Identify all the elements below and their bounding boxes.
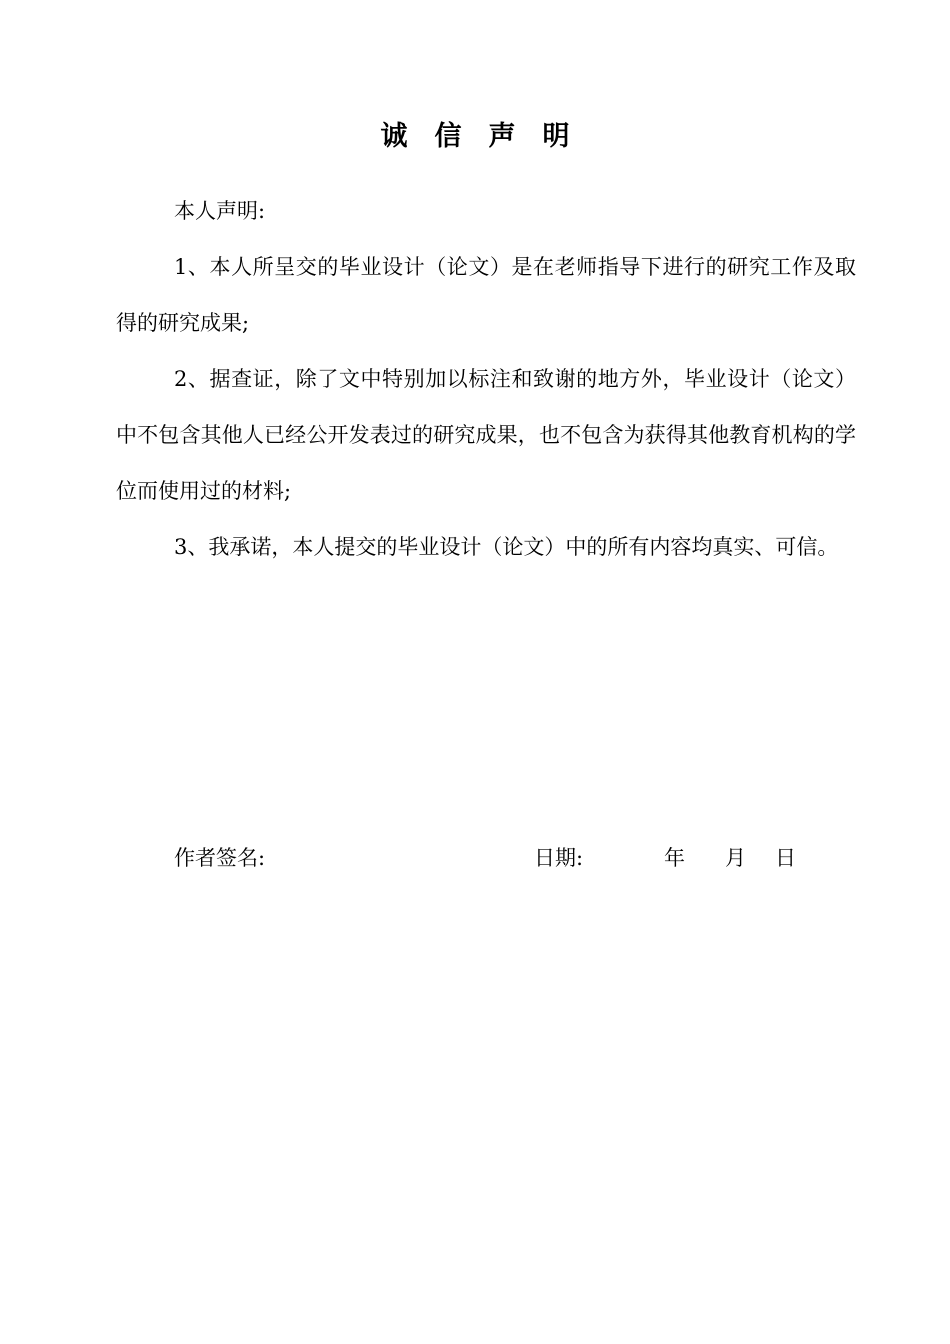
date-day-label: 日 <box>775 846 796 870</box>
signature-row <box>174 830 814 886</box>
declaration-intro <box>116 183 856 239</box>
clause-2: 2、据查证，除了文中特别加以标注和致谢的地方外，毕业设计（论文）中不包含其他人已经公开发表过的研究成果，也不包含为获得其他教育机构的学位而使用过的材料; <box>116 367 856 503</box>
date-label: 日期: <box>534 846 584 870</box>
clause-3: 3、我承诺，本人提交的毕业设计（论文）中的所有内容均真实、可信。 <box>174 535 839 559</box>
date-year-label: 年 <box>664 846 685 870</box>
page-title: 诚信声明 <box>380 121 597 152</box>
intro-paragraph: 本人声明: <box>174 199 266 223</box>
declaration-clauses <box>116 239 856 575</box>
author-signature-field[interactable] <box>284 844 524 872</box>
date-month-label: 月 <box>725 846 746 870</box>
clause-1: 1、本人所呈交的毕业设计（论文）是在老师指导下进行的研究工作及取得的研究成果; <box>116 255 856 335</box>
author-signature-label: 作者签名: <box>174 846 266 870</box>
